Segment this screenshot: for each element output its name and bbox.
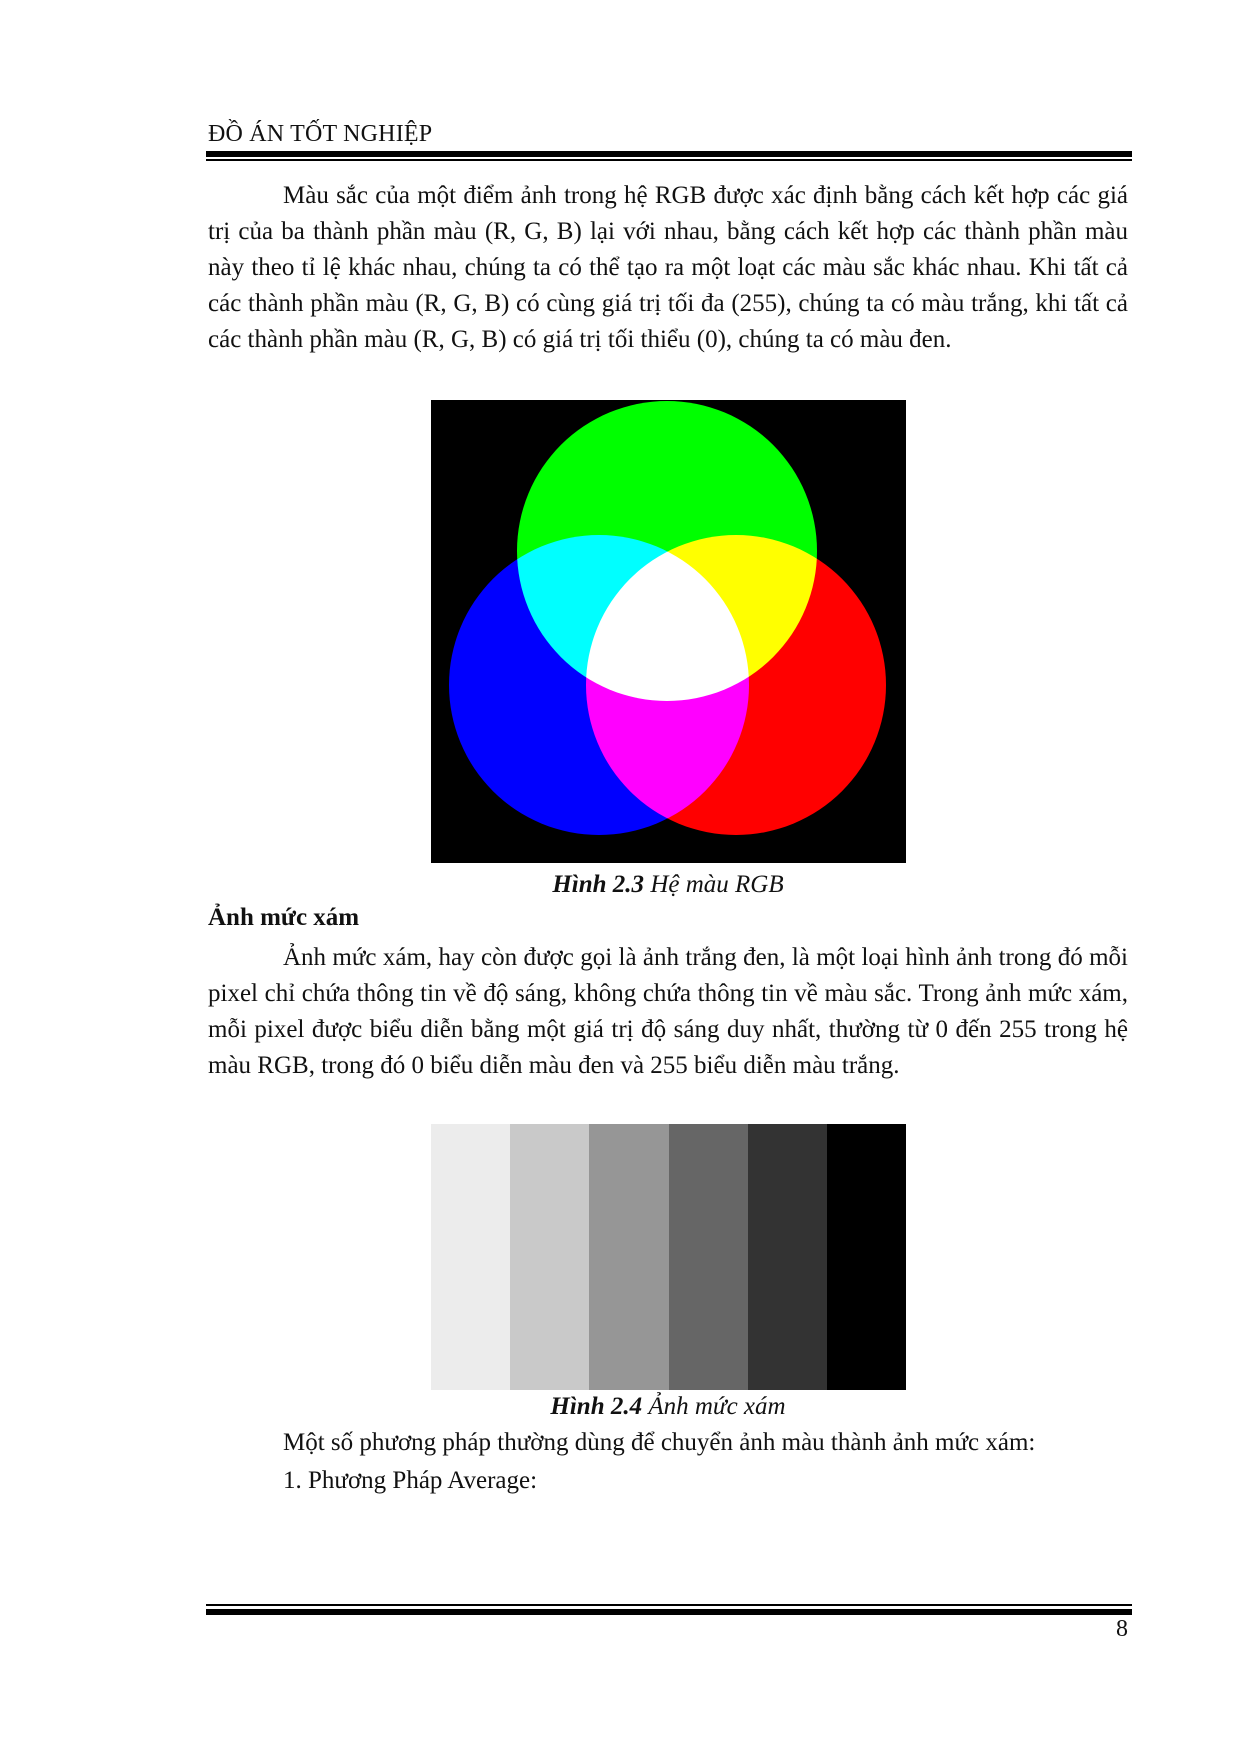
footer-rule-thin	[206, 1604, 1132, 1606]
method-1-heading: 1. Phương Pháp Average:	[283, 1467, 538, 1494]
grayscale-caption-number: Hình 2.4	[550, 1393, 643, 1420]
grayscale-paragraph	[208, 940, 1128, 1084]
rgb-paragraph	[208, 178, 1128, 358]
red-circle	[586, 535, 886, 835]
grayscale-paragraph-text: Ảnh mức xám, hay còn được gọi là ảnh trắng đen, là một loại hình ảnh trong đó mỗi pixel chỉ chứa thông tin về độ sáng, không chứa thông tin về màu sắc. Trong ảnh mức xám, mỗi pixel được biểu diễn bằng một giá trị độ sáng duy nhất, thường từ 0 đến 255 trong hệ màu RGB, trong đó 0 biểu diễn màu đen và 255 biểu diễn màu trắng.	[208, 944, 1128, 1079]
rgb-figure-caption	[208, 871, 1128, 899]
footer-rule-thick	[206, 1609, 1132, 1615]
grayscale-figure-caption	[208, 1393, 1128, 1421]
grayscale-caption-text: Ảnh mức xám	[642, 1393, 786, 1420]
header-title: ĐỒ ÁN TỐT NGHIỆP	[208, 121, 433, 147]
methods-intro: Một số phương pháp thường dùng để chuyển ảnh màu thành ảnh mức xám:	[283, 1429, 1036, 1456]
gray-swatch-4	[669, 1124, 748, 1390]
rgb-venn-diagram	[431, 400, 906, 863]
header-rule-thick	[206, 151, 1132, 157]
rgb-caption-number: Hình 2.3	[552, 871, 645, 898]
grayscale-section-heading: Ảnh mức xám	[208, 904, 360, 931]
grayscale-figure	[431, 1124, 906, 1390]
rgb-caption-text: Hệ màu RGB	[644, 871, 784, 898]
gray-swatch-1	[431, 1124, 510, 1390]
gray-swatch-3	[589, 1124, 668, 1390]
page-number: 8	[1116, 1616, 1128, 1642]
header-rule-thin	[206, 159, 1132, 161]
rgb-color-figure	[431, 400, 906, 863]
gray-swatch-5	[748, 1124, 827, 1390]
rgb-paragraph-text: Màu sắc của một điểm ảnh trong hệ RGB được xác định bằng cách kết hợp các giá trị của ba thành phần màu (R, G, B) lại với nhau, bằng cách kết hợp các thành phần màu này theo tỉ lệ khác nhau, chúng ta có thể tạo ra một loạt các màu sắc khác nhau. Khi tất cả các thành phần màu (R, G, B) có cùng giá trị tối đa (255), chúng ta có màu trắng, khi tất cả các thành phần màu (R, G, B) có giá trị tối thiểu (0), chúng ta có màu đen.	[208, 182, 1128, 353]
gray-swatch-6	[827, 1124, 906, 1390]
gray-swatch-2	[510, 1124, 589, 1390]
